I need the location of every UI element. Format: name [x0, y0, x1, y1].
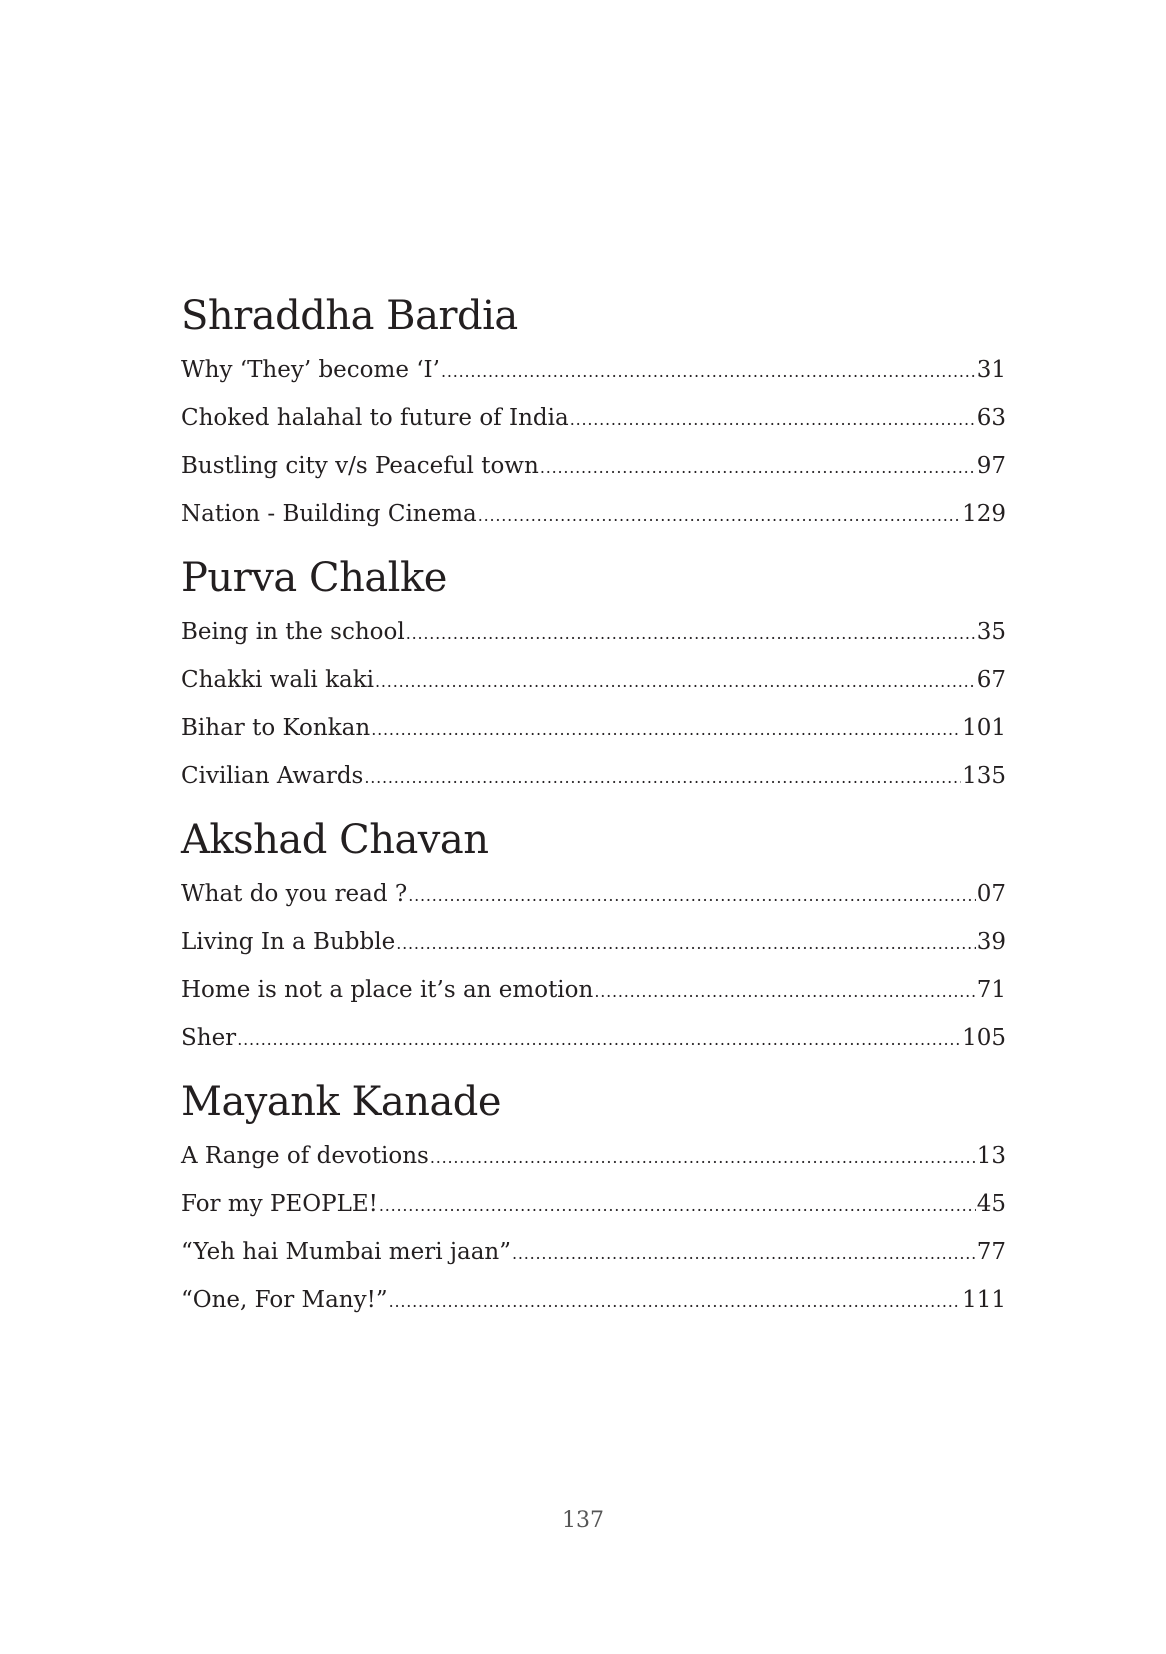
entry-title: Bihar to Konkan: [181, 715, 371, 741]
entry-page: 07: [976, 881, 1006, 907]
entry-page: 39: [976, 929, 1006, 955]
entry-title: Civilian Awards: [181, 763, 364, 789]
entry-page: 97: [976, 453, 1006, 479]
dot-leader: [408, 870, 975, 920]
entry-title: Chakki wali kaki: [181, 667, 375, 693]
dot-leader: [396, 918, 976, 968]
entry-title: Bustling city v/s Peaceful town: [181, 453, 539, 479]
toc-entry[interactable]: [181, 870, 1006, 918]
author-heading: Purva Chalke: [181, 555, 447, 601]
dot-leader: [379, 1180, 976, 1230]
author-heading: Akshad Chavan: [181, 817, 489, 863]
author-heading: Mayank Kanade: [181, 1079, 502, 1125]
entry-page: 35: [976, 619, 1006, 645]
entry-title: A Range of devotions: [181, 1143, 429, 1169]
toc-entry[interactable]: [181, 656, 1006, 704]
entry-title: “Yeh hai Mumbai meri jaan”: [181, 1239, 511, 1265]
toc-entry[interactable]: [181, 1014, 1006, 1062]
dot-leader: [441, 346, 976, 396]
entry-page: 71: [976, 977, 1006, 1003]
entry-page: 101: [962, 715, 1006, 741]
toc-entry[interactable]: [181, 1180, 1006, 1228]
entry-page: 13: [976, 1143, 1006, 1169]
toc-entry[interactable]: [181, 918, 1006, 966]
entry-list: [181, 870, 1006, 1062]
dot-leader: [237, 1014, 961, 1064]
entry-list: [181, 1132, 1006, 1324]
entry-title: Living In a Bubble: [181, 929, 396, 955]
entry-page: 31: [976, 357, 1006, 383]
entry-page: 45: [976, 1191, 1006, 1217]
entry-list: [181, 608, 1006, 800]
toc-entry[interactable]: [181, 490, 1006, 538]
entry-title: Home is not a place it’s an emotion: [181, 977, 594, 1003]
entry-page: 129: [962, 501, 1006, 527]
toc-entry[interactable]: [181, 1276, 1006, 1324]
dot-leader: [430, 1132, 976, 1182]
dot-leader: [364, 752, 961, 802]
entry-page: 67: [976, 667, 1006, 693]
toc-entry[interactable]: [181, 608, 1006, 656]
toc-entry[interactable]: [181, 1132, 1006, 1180]
toc-entry[interactable]: [181, 442, 1006, 490]
toc-entry[interactable]: [181, 346, 1006, 394]
toc-section: [181, 1076, 1006, 1324]
entry-title: For my PEOPLE!: [181, 1191, 378, 1217]
entry-title: Sher: [181, 1025, 237, 1051]
entry-title: “One, For Many!”: [181, 1287, 388, 1313]
dot-leader: [594, 966, 975, 1016]
entry-title: Nation - Building Cinema: [181, 501, 477, 527]
toc-entry[interactable]: [181, 394, 1006, 442]
entry-list: [181, 346, 1006, 538]
toc-section: [181, 290, 1006, 538]
dot-leader: [389, 1276, 962, 1326]
dot-leader: [540, 442, 976, 492]
dot-leader: [375, 656, 976, 706]
toc-entry[interactable]: [181, 966, 1006, 1014]
page-number: 137: [562, 1508, 604, 1533]
entry-title: Choked halahal to future of India: [181, 405, 569, 431]
entry-title: Why ‘They’ become ‘I’: [181, 357, 440, 383]
entry-page: 77: [976, 1239, 1006, 1265]
entry-title: What do you read ?: [181, 881, 408, 907]
dot-leader: [406, 608, 976, 658]
dot-leader: [478, 490, 961, 540]
entry-page: 63: [976, 405, 1006, 431]
toc-entry[interactable]: [181, 704, 1006, 752]
dot-leader: [371, 704, 961, 754]
author-heading: Shraddha Bardia: [181, 293, 518, 339]
entry-title: Being in the school: [181, 619, 405, 645]
toc-entry[interactable]: [181, 752, 1006, 800]
dot-leader: [512, 1228, 976, 1278]
entry-page: 111: [962, 1287, 1006, 1313]
dot-leader: [570, 394, 976, 444]
toc-section: [181, 814, 1006, 1062]
toc-entry[interactable]: [181, 1228, 1006, 1276]
toc-section: [181, 552, 1006, 800]
table-of-contents: [181, 290, 1006, 1338]
entry-page: 135: [962, 763, 1006, 789]
entry-page: 105: [962, 1025, 1006, 1051]
